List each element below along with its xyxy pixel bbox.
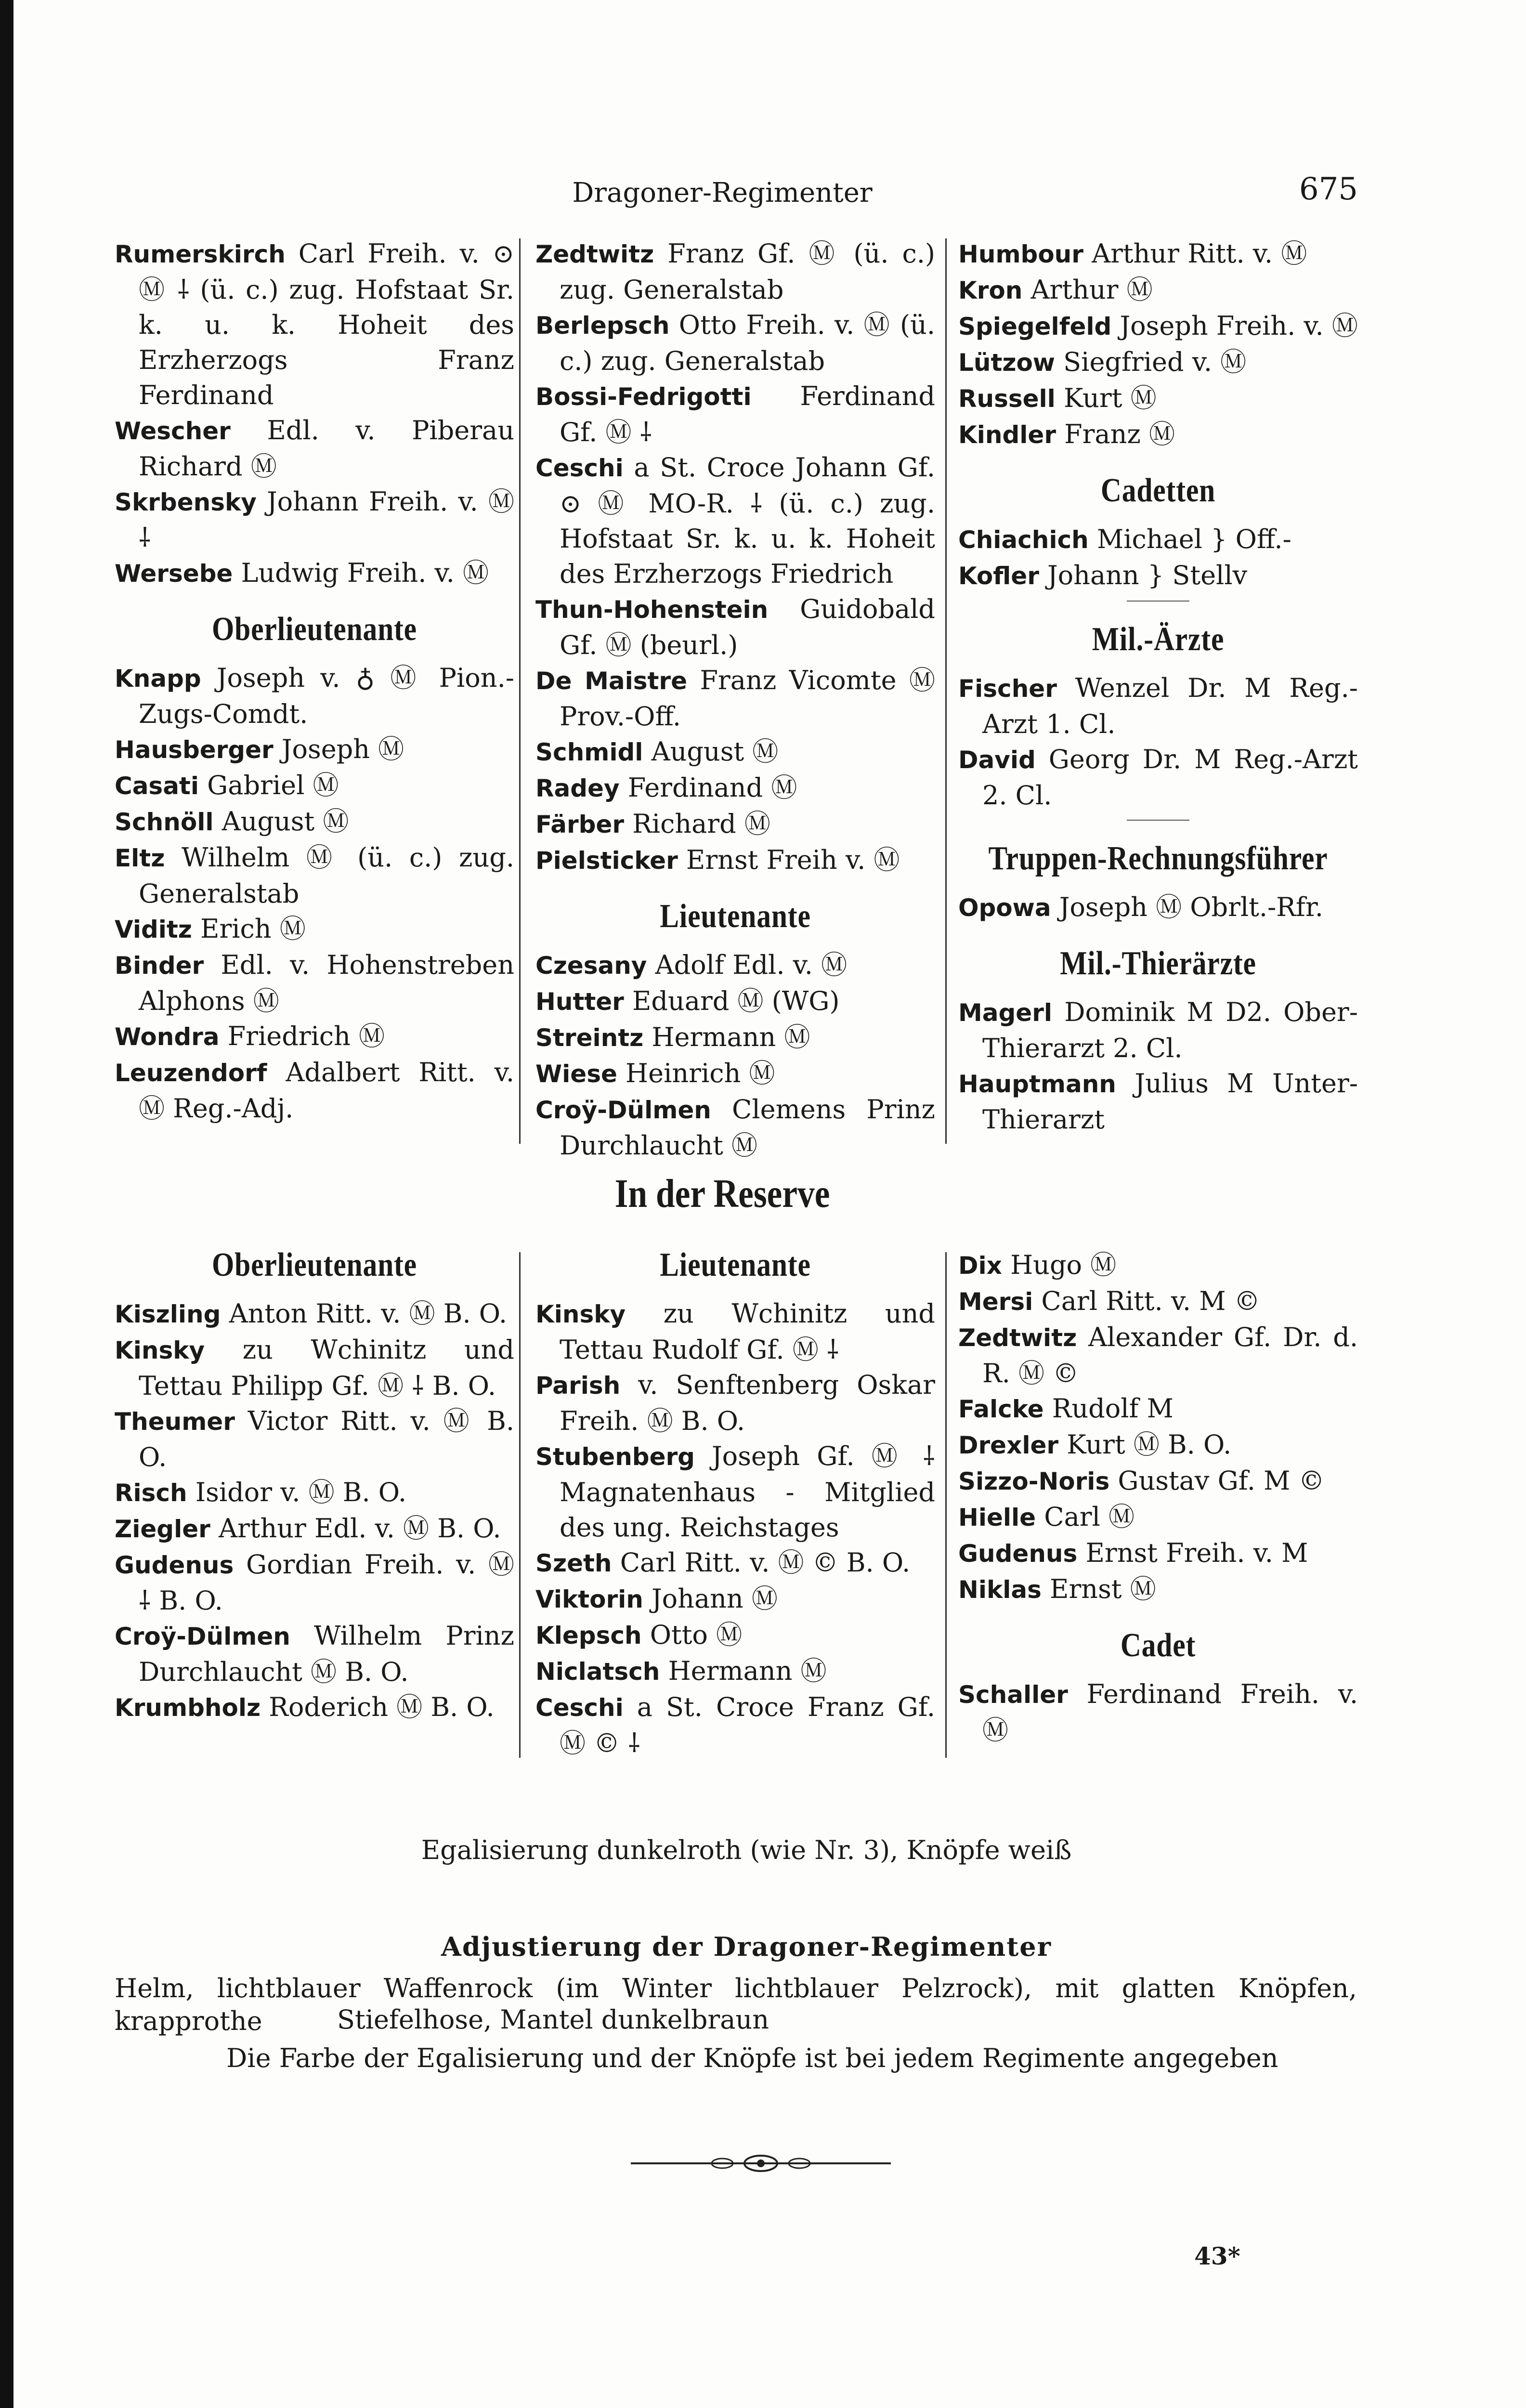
roster-entry [958, 1427, 1358, 1463]
entry-surname: Ceschi [535, 454, 624, 482]
entry-details: Ferdinand Ⓜ [619, 772, 797, 803]
entry-details: August Ⓜ [213, 806, 349, 837]
roster-entry [115, 732, 514, 768]
scan-edge [0, 0, 13, 2408]
entry-surname: Lützow [958, 349, 1056, 377]
adjustierung-line-1: Helm, lichtblauer Waffenrock (im Winter lichtblauer Pelzrock), mit glatten Knöpfen, krapprothe [115, 1973, 1357, 2036]
roster-entry [958, 1676, 1358, 1748]
section-heading: Lieutenante [660, 1246, 811, 1283]
entry-details: Carl Ⓜ [1036, 1502, 1135, 1532]
entry-details: Otto Freih. v. Ⓜ (ü. c.) zug. Generalstab [560, 310, 935, 376]
entry-surname: Gudenus [958, 1540, 1078, 1568]
entry-details: Joseph Ⓜ [273, 734, 404, 764]
section-heading: Cadet [1120, 1627, 1196, 1664]
entry-surname: Eltz [115, 844, 165, 872]
column-divider [945, 238, 947, 1144]
entry-details: Ludwig Freih. v. Ⓜ [233, 558, 489, 588]
signature-mark: 43* [1194, 2242, 1240, 2270]
entry-surname: Niclatsch [535, 1658, 660, 1686]
entry-details: Joseph Freih. v. Ⓜ [1111, 311, 1358, 341]
roster-entry [958, 670, 1358, 742]
adjustierung-line-3: Die Farbe der Egalisierung und der Knöpfe ist bei jedem Regimente angegeben [226, 2043, 1278, 2073]
column-top-1 [115, 236, 514, 1126]
entry-details: Edl. v. Hohenstreben Alphons Ⓜ [139, 950, 514, 1016]
roster-entry [115, 1296, 514, 1332]
entry-details: Edl. v. Piberau Richard Ⓜ [139, 415, 514, 482]
entry-surname: Zedtwitz [535, 240, 654, 268]
roster-entry [535, 236, 935, 307]
entry-surname: Zedtwitz [958, 1324, 1077, 1352]
entry-surname: Risch [115, 1479, 187, 1507]
entry-surname: Kofler [958, 562, 1039, 590]
roster-entry [958, 417, 1358, 453]
roster-entry [115, 660, 514, 732]
entry-surname: Binder [115, 952, 204, 980]
entry-details: Ferdinand Gf. Ⓜ ⸸ [560, 381, 935, 447]
entry-surname: Hutter [535, 988, 624, 1016]
entry-details: Michael } Off.- [1088, 524, 1291, 554]
roster-entry [115, 1055, 514, 1126]
entry-surname: Czesany [535, 952, 647, 980]
roster-entry [535, 1581, 935, 1617]
entry-details: Carl Ritt. v. Ⓜ © B. O. [612, 1547, 911, 1578]
entry-details: August Ⓜ [643, 736, 779, 767]
entry-surname: David [958, 746, 1036, 774]
entry-details: Erich Ⓜ [192, 914, 306, 944]
entry-details: Hermann Ⓜ [643, 1022, 810, 1052]
roster-entry [535, 842, 935, 878]
entry-surname: Skrbensky [115, 488, 257, 516]
entry-surname: Parish [535, 1372, 621, 1400]
column-bottom-3 [958, 1247, 1358, 1748]
roster-entry [115, 1689, 514, 1726]
roster-entry [958, 308, 1358, 344]
entry-details: Siegfried v. Ⓜ [1055, 347, 1247, 377]
roster-entry [958, 1535, 1358, 1571]
roster-entry [535, 1296, 935, 1367]
roster-entry [535, 806, 935, 842]
entry-surname: Schmidl [535, 738, 643, 766]
roster-entry [958, 522, 1358, 558]
entry-surname: Drexler [958, 1431, 1059, 1459]
entry-details: Julius M Unter-Thierarzt [982, 1068, 1358, 1135]
entry-details: Joseph v. ♁ Ⓜ Pion.-Zugs-Comdt. [139, 663, 514, 729]
entry-surname: Falcke [958, 1395, 1044, 1423]
roster-entry [115, 947, 514, 1019]
entry-surname: Färber [535, 811, 624, 838]
entry-details: Roderich Ⓜ B. O. [261, 1692, 495, 1722]
entry-details: Carl Freih. v. ⊙ Ⓜ ⸸ (ü. c.) zug. Hofstaat Sr. k. u. k. Hoheit des Erzherzogs Franz Ferdinand [139, 238, 514, 410]
entry-details: zu Wchinitz und Tettau Philipp Gf. Ⓜ ⸸ B. O. [139, 1335, 514, 1401]
roster-entry [535, 983, 935, 1020]
roster-entry [958, 1571, 1358, 1608]
page-number: 675 [1299, 171, 1358, 207]
entry-details: Alexander Gf. Dr. d. R. Ⓜ © [982, 1322, 1358, 1388]
roster-entry [115, 1403, 514, 1475]
roster-entry [535, 1020, 935, 1056]
entry-surname: Hielle [958, 1504, 1036, 1531]
column-divider [945, 1252, 947, 1758]
entry-surname: Opowa [958, 894, 1051, 922]
roster-entry [535, 1653, 935, 1689]
entry-details: Wenzel Dr. M Reg.-Arzt 1. Cl. [982, 673, 1358, 739]
entry-details: Victor Ritt. v. Ⓜ B. O. [139, 1406, 514, 1472]
egalisierung-note: Egalisierung dunkelroth (wie Nr. 3), Knöpfe weiß [421, 1835, 1072, 1865]
roster-entry [958, 1499, 1358, 1535]
section-heading: Oberlieutenante [212, 1246, 417, 1283]
reserve-heading: In der Reserve [614, 1171, 830, 1216]
roster-entry [535, 307, 935, 379]
entry-surname: Croÿ-Dülmen [535, 1096, 711, 1124]
section-heading: Mil.-Ärzte [1092, 621, 1225, 658]
entry-details: Arthur Ⓜ [1022, 275, 1153, 305]
roster-entry [958, 1463, 1358, 1499]
roster-entry [535, 734, 935, 770]
entry-surname: Chiachich [958, 526, 1089, 554]
roster-entry [535, 591, 935, 663]
entry-surname: Leuzendorf [115, 1059, 267, 1087]
roster-entry [115, 413, 514, 484]
entry-surname: Viditz [115, 916, 192, 943]
roster-entry [115, 768, 514, 804]
roster-entry [115, 1547, 514, 1618]
roster-entry [535, 1545, 935, 1581]
entry-surname: Pielsticker [535, 847, 678, 875]
entry-surname: Klepsch [535, 1622, 642, 1649]
entry-details: Otto Ⓜ [641, 1620, 743, 1650]
entry-details: Kurt Ⓜ B. O. [1058, 1429, 1232, 1460]
entry-details: Richard Ⓜ [624, 809, 770, 839]
entry-details: Carl Ritt. v. M © [1033, 1286, 1260, 1316]
entry-surname: Kron [958, 276, 1023, 304]
entry-details: Hugo Ⓜ [1002, 1250, 1117, 1280]
entry-surname: Humbour [958, 240, 1083, 268]
ornament-divider [626, 2153, 896, 2174]
entry-surname: Hauptmann [958, 1070, 1116, 1098]
column-top-2 [535, 236, 935, 1163]
roster-entry [115, 1019, 514, 1055]
section-heading: Mil.-Thierärzte [1060, 945, 1256, 982]
section-heading: Truppen-Rechnungsführer [988, 840, 1328, 877]
roster-entry [958, 558, 1358, 594]
entry-details: Ernst Ⓜ [1041, 1574, 1156, 1604]
entry-details: Adolf Edl. v. Ⓜ [647, 950, 848, 980]
entry-surname: Hausberger [115, 736, 274, 764]
entry-details: Clemens Prinz Durchlaucht Ⓜ [560, 1094, 935, 1161]
entry-details: Kurt Ⓜ [1055, 383, 1157, 413]
entry-details: Joseph Ⓜ Obrlt.-Rfr. [1051, 892, 1323, 922]
entry-details: Johann } Stellv [1039, 560, 1248, 590]
adjustierung-line-2: Stiefelhose, Mantel dunkelbraun [337, 2004, 769, 2035]
roster-entry [535, 1092, 935, 1163]
entry-surname: Fischer [958, 675, 1057, 703]
entry-surname: Schnöll [115, 808, 214, 836]
section-heading: Cadetten [1100, 472, 1216, 509]
entry-details: Eduard Ⓜ (WG) [624, 986, 840, 1016]
roster-entry [115, 555, 514, 591]
entry-surname: Streintz [535, 1024, 644, 1052]
entry-details: Ferdinand Freih. v. Ⓜ [982, 1679, 1358, 1745]
roster-entry [958, 890, 1358, 926]
column-divider [519, 238, 521, 1144]
entry-details: Anton Ritt. v. Ⓜ B. O. [221, 1298, 508, 1329]
entry-details: Georg Dr. M Reg.-Arzt 2. Cl. [982, 744, 1358, 811]
roster-entry [115, 840, 514, 911]
entry-details: Guidobald Gf. Ⓜ (beurl.) [560, 594, 935, 660]
column-top-3 [958, 236, 1358, 1137]
roster-entry [115, 484, 514, 555]
roster-entry [535, 663, 935, 734]
entry-details: Arthur Ritt. v. Ⓜ [1083, 238, 1307, 269]
roster-entry [115, 804, 514, 840]
entry-details: Wilhelm Prinz Durchlaucht Ⓜ B. O. [139, 1621, 514, 1687]
entry-details: Rudolf M [1043, 1393, 1174, 1424]
roster-entry [958, 236, 1358, 272]
entry-surname: Wescher [115, 417, 231, 445]
entry-details: Gustav Gf. M © [1109, 1466, 1325, 1496]
entry-surname: Theumer [115, 1408, 235, 1436]
roster-entry [958, 995, 1358, 1066]
entry-surname: Knapp [115, 665, 201, 693]
roster-entry [535, 1439, 935, 1545]
entry-details: Isidor v. Ⓜ B. O. [187, 1477, 407, 1507]
column-divider [519, 1252, 521, 1758]
roster-entry [958, 380, 1358, 417]
entry-surname: Magerl [958, 999, 1052, 1027]
entry-surname: Croÿ-Dülmen [115, 1623, 290, 1650]
entry-surname: Viktorin [535, 1585, 643, 1613]
roster-entry [958, 1247, 1358, 1283]
entry-surname: Ceschi [535, 1694, 624, 1722]
roster-entry [535, 947, 935, 983]
entry-surname: De Maistre [535, 667, 687, 695]
entry-details: Ernst Freih v. Ⓜ [678, 845, 900, 875]
roster-entry [535, 1689, 935, 1761]
entry-surname: Dix [958, 1252, 1002, 1280]
entry-details: a St. Croce Franz Gf. Ⓜ © ⸸ [560, 1692, 935, 1758]
roster-entry [958, 742, 1358, 813]
entry-details: Franz Vicomte Ⓜ Prov.-Off. [560, 665, 935, 732]
roster-entry [115, 1332, 514, 1403]
entry-surname: Kinsky [115, 1336, 205, 1364]
entry-surname: Wondra [115, 1023, 220, 1051]
entry-surname: Thun-Hohenstein [535, 596, 769, 624]
roster-entry [958, 1283, 1358, 1320]
adjustierung-title: Adjustierung der Dragoner-Regimenter [441, 1931, 1052, 1962]
entry-surname: Kindler [958, 421, 1056, 449]
entry-surname: Spiegelfeld [958, 313, 1112, 340]
entry-details: Franz Gf. Ⓜ (ü. c.) zug. Generalstab [560, 238, 935, 305]
entry-surname: Krumbholz [115, 1694, 261, 1722]
roster-entry [958, 1391, 1358, 1427]
entry-surname: Kinsky [535, 1300, 626, 1328]
entry-details: Wilhelm Ⓜ (ü. c.) zug. Generalstab [139, 842, 514, 909]
entry-surname: Wiese [535, 1060, 617, 1088]
entry-surname: Mersi [958, 1288, 1033, 1316]
entry-surname: Rumerskirch [115, 240, 286, 268]
entry-surname: Ziegler [115, 1515, 210, 1543]
section-heading: Lieutenante [660, 898, 811, 935]
roster-entry [115, 1618, 514, 1689]
roster-entry [958, 1066, 1358, 1137]
entry-details: Franz Ⓜ [1056, 419, 1175, 449]
entry-details: Johann Freih. v. Ⓜ ⸸ [139, 486, 514, 553]
entry-details: Joseph Gf. Ⓜ ⸸ Magnatenhaus - Mitglied des ung. Reichstages [560, 1441, 935, 1543]
roster-entry [535, 1617, 935, 1653]
entry-details: Hermann Ⓜ [660, 1656, 827, 1686]
entry-surname: Kiszling [115, 1300, 221, 1328]
section-heading: Oberlieutenante [212, 611, 417, 648]
entry-details: Heinrich Ⓜ [617, 1058, 775, 1088]
roster-entry [115, 911, 514, 947]
entry-surname: Russell [958, 385, 1056, 413]
entry-surname: Schaller [958, 1681, 1068, 1709]
short-rule [1127, 601, 1189, 602]
entry-surname: Niklas [958, 1576, 1042, 1604]
roster-entry [535, 379, 935, 450]
roster-entry [115, 1511, 514, 1547]
entry-details: Arthur Edl. v. Ⓜ B. O. [210, 1513, 501, 1544]
roster-entry [535, 1056, 935, 1092]
entry-surname: Berlepsch [535, 312, 670, 340]
entry-surname: Gudenus [115, 1551, 234, 1579]
roster-entry [958, 1320, 1358, 1391]
entry-surname: Stubenberg [535, 1443, 695, 1471]
entry-surname: Wersebe [115, 560, 233, 588]
entry-surname: Szeth [535, 1549, 612, 1577]
entry-surname: Sizzo-Noris [958, 1467, 1110, 1495]
column-bottom-2 [535, 1247, 935, 1761]
roster-entry [535, 1367, 935, 1439]
entry-surname: Radey [535, 774, 620, 802]
column-bottom-1 [115, 1247, 514, 1726]
roster-entry [958, 344, 1358, 380]
roster-entry [115, 1475, 514, 1511]
roster-entry [535, 770, 935, 806]
roster-entry [535, 450, 935, 591]
entry-details: Gordian Freih. v. Ⓜ ⸸ B. O. [139, 1549, 514, 1616]
entry-details: a St. Croce Johann Gf. ⊙ Ⓜ MO-R. ⸸ (ü. c.) zug. Hofstaat Sr. k. u. k. Hoheit des Erzherzogs Friedrich [560, 452, 935, 589]
entry-details: v. Senftenberg Oskar Freih. Ⓜ B. O. [560, 1370, 935, 1436]
roster-entry [115, 236, 514, 413]
running-header: Dragoner-Regimenter [572, 177, 873, 209]
entry-details: Gabriel Ⓜ [198, 770, 339, 800]
roster-entry [958, 272, 1358, 308]
entry-surname: Casati [115, 772, 199, 800]
short-rule [1127, 820, 1189, 821]
entry-details: Adalbert Ritt. v. Ⓜ Reg.-Adj. [139, 1057, 514, 1124]
entry-details: Johann Ⓜ [643, 1584, 778, 1614]
entry-details: Friedrich Ⓜ [219, 1021, 385, 1051]
entry-surname: Bossi-Fedrigotti [535, 383, 752, 411]
entry-details: Dominik M D2. Ober-Thierarzt 2. Cl. [982, 997, 1358, 1063]
entry-details: zu Wchinitz und Tettau Rudolf Gf. Ⓜ ⸸ [560, 1298, 935, 1365]
entry-details: Ernst Freih. v. M [1077, 1538, 1308, 1568]
